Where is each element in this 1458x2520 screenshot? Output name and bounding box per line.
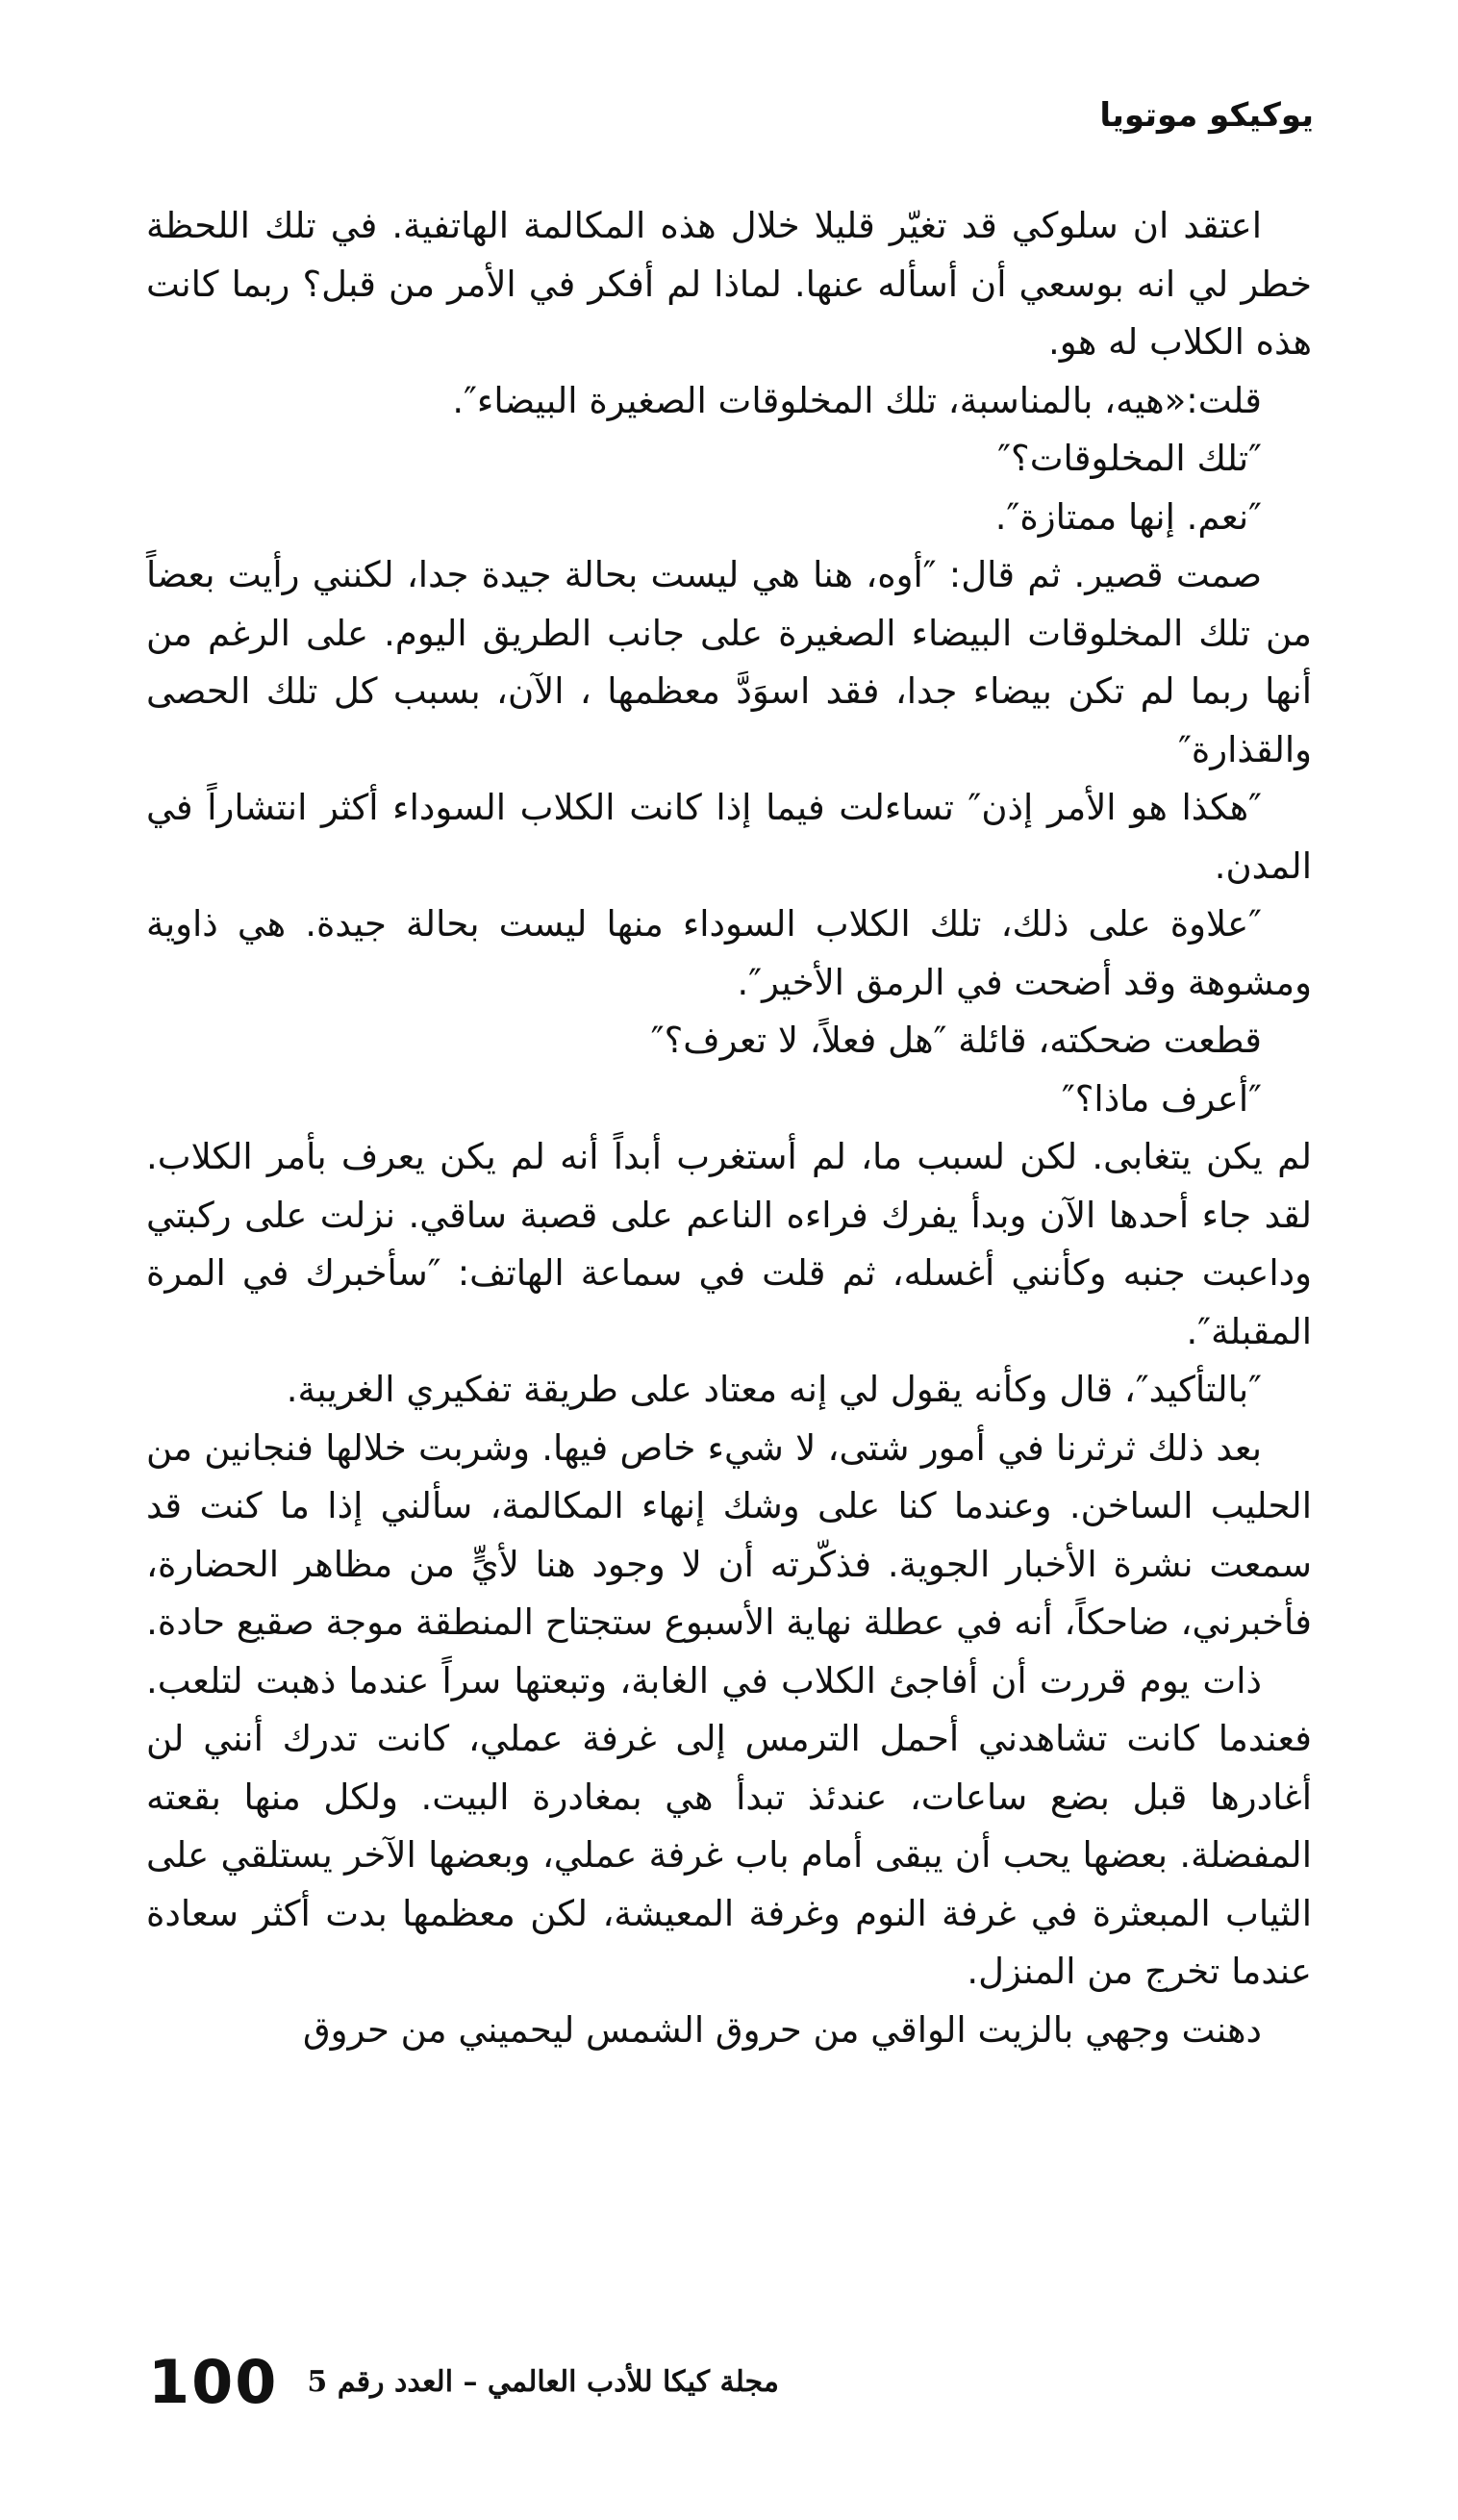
story-body: [146, 197, 1312, 2059]
paragraph: لم يكن يتغابى. لكن لسبب ما، لم أستغرب أبداً أنه لم يكن يعرف بأمر الكلاب. لقد جاء أحدها الآن وبدأ يفرك فراءه الناعم على قصبة ساقي. نزلت على ركبتي وداعبت جنبه وكأنني أغسله، ثم قلت في سماعة الهاتف: ″سأخبرك في المرة المقبلة″.: [146, 1136, 1312, 1352]
paragraph: بعد ذلك ثرثرنا في أمور شتى، لا شيء خاص فيها. وشربت خلالها فنجانين من الحليب الساخن. وعندما كنا على وشك إنهاء المكالمة، سألني إذا ما كنت قد سمعت نشرة الأخبار الجوية. فذكّرته أن لا وجود هنا لأيٍّ من مظاهر الحضارة، فأخبرني، ضاحكاً، أنه في عطلة نهاية الأسبوع ستجتاح المنطقة موجة صقيع حادة.: [146, 1426, 1312, 1643]
paragraph: ″تلك المخلوقات؟″: [997, 438, 1262, 479]
paragraph: ″نعم. إنها ممتازة″.: [994, 495, 1262, 538]
paragraph: ″علاوة على ذلك، تلك الكلاب السوداء منها ليست بحالة جيدة. هي ذاوية ومشوهة وقد أضحت في الرمق الأخير″.: [146, 903, 1312, 1003]
page-footer: [148, 2347, 1314, 2417]
paragraph: قلت:«هيه، بالمناسبة، تلك المخلوقات الصغيرة البيضاء″.: [452, 379, 1262, 421]
paragraph: ″هكذا هو الأمر إذن″ تساءلت فيما إذا كانت الكلاب السوداء أكثر انتشاراً في المدن.: [146, 787, 1312, 887]
paragraph: صمت قصير. ثم قال: ″أوه، هنا هي ليست بحالة جيدة جدا، لكنني رأيت بعضاً من تلك المخلوقات البيضاء الصغيرة على جانب الطريق اليوم. على الرغم من أنها ربما لم تكن بيضاء جدا، فقد اسوَدَّ معظمها ، الآن، بسبب كل تلك الحصى والقذارة″: [146, 554, 1312, 770]
paragraph: اعتقد ان سلوكي قد تغيّر قليلا خلال هذه المكالمة الهاتفية. في تلك اللحظة خطر لي انه بوسعي أن أسأله عنها. لماذا لم أفكر في الأمر من قبل؟ ربما كانت هذه الكلاب له هو.: [146, 205, 1312, 363]
paragraph: قطعت ضحكته، قائلة ″هل فعلاً، لا تعرف؟″: [650, 1020, 1262, 1061]
journal-title: مجلة كيكا للأدب العالمي – العدد رقم 5: [307, 2365, 779, 2399]
running-header-author: يوكيكو موتويا: [1099, 96, 1314, 135]
paragraph: دهنت وجهي بالزيت الواقي من حروق الشمس ليحميني من حروق: [302, 2008, 1262, 2051]
paragraph: ″أعرف ماذا؟″: [1061, 1077, 1262, 1120]
paragraph: ذات يوم قررت أن أفاجئ الكلاب في الغابة، وتبعتها سراً عندما ذهبت لتلعب. فعندما كانت تشاهدني أحمل الترمس إلى غرفة عملي، كانت تدرك أنني لن أغادرها قبل بضع ساعات، عندئذ تبدأ هي بمغادرة البيت. ولكل منها بقعته المفضلة. بعضها يحب أن يبقى أمام باب غرفة عملي، وبعضها الآخر يستلقي على الثياب المبعثرة في غرفة النوم وغرفة المعيشة، لكن معظمها بدت أكثر سعادة عندما تخرج من المنزل.: [146, 1659, 1312, 1992]
paragraph: ″بالتأكيد″، قال وكأنه يقول لي إنه معتاد على طريقة تفكيري الغريبة.: [286, 1369, 1262, 1410]
page-number: 100: [148, 2347, 279, 2417]
